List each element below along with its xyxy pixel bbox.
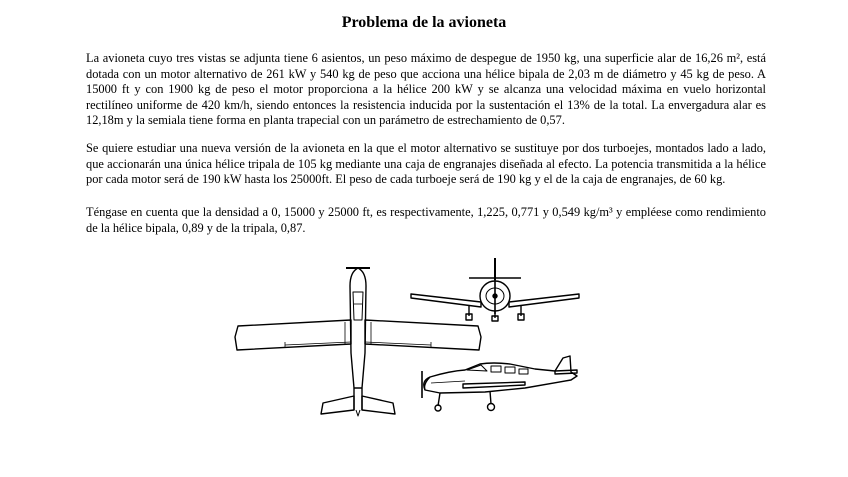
- aircraft-front-view: [411, 258, 579, 321]
- aircraft-top-view: [235, 268, 481, 416]
- paragraph-aircraft-description: La avioneta cuyo tres vistas se adjunta tiene 6 asientos, un peso máximo de despegue de 1950 kg, una superficie alar de 16,26 m², está dotada con un motor alternativo de 261 kW y 540 kg de peso que acciona una hélice bipala de 2,03 m de diámetro y 45 kg de peso. A 15000 ft y con 1900 kg de peso el motor proporciona a la hélice 200 kW y se alcanza una velocidad máxima en vuelo horizontal rectilíneo uniforme de 420 km/h, siendo entonces la resistencia inducida por la sustentación el 13% de la total. La envergadura alar es 12,18m y la semiala tiene forma en planta trapecial con un parámetro de estrechamiento de 0,57.: [86, 51, 766, 128]
- paragraph-new-version: Se quiere estudiar una nueva versión de la avioneta en la que el motor alternativo se sustituye por dos turboejes, montados lado a lado, que accionarán una única hélice tripala de 105 kg mediante una caja de engranajes diseñada al efecto. La potencia transmitida a la hélice por cada motor será de 190 kW hasta los 25000ft. El peso de cada turboeje será de 190 kg y el de la caja de engranajes, de 60 kg.: [86, 141, 766, 187]
- problem-title: Problema de la avioneta: [341, 14, 507, 31]
- aircraft-three-view-figure: [225, 258, 645, 428]
- aircraft-side-view: [422, 356, 577, 411]
- paragraph-density-data: Téngase en cuenta que la densidad a 0, 15000 y 25000 ft, es respectivamente, 1,225, 0,771 y 0,549 kg/m³ y empléese como rendimiento de la hélice bipala, 0,89 y de la tripala, 0,87.: [86, 205, 766, 235]
